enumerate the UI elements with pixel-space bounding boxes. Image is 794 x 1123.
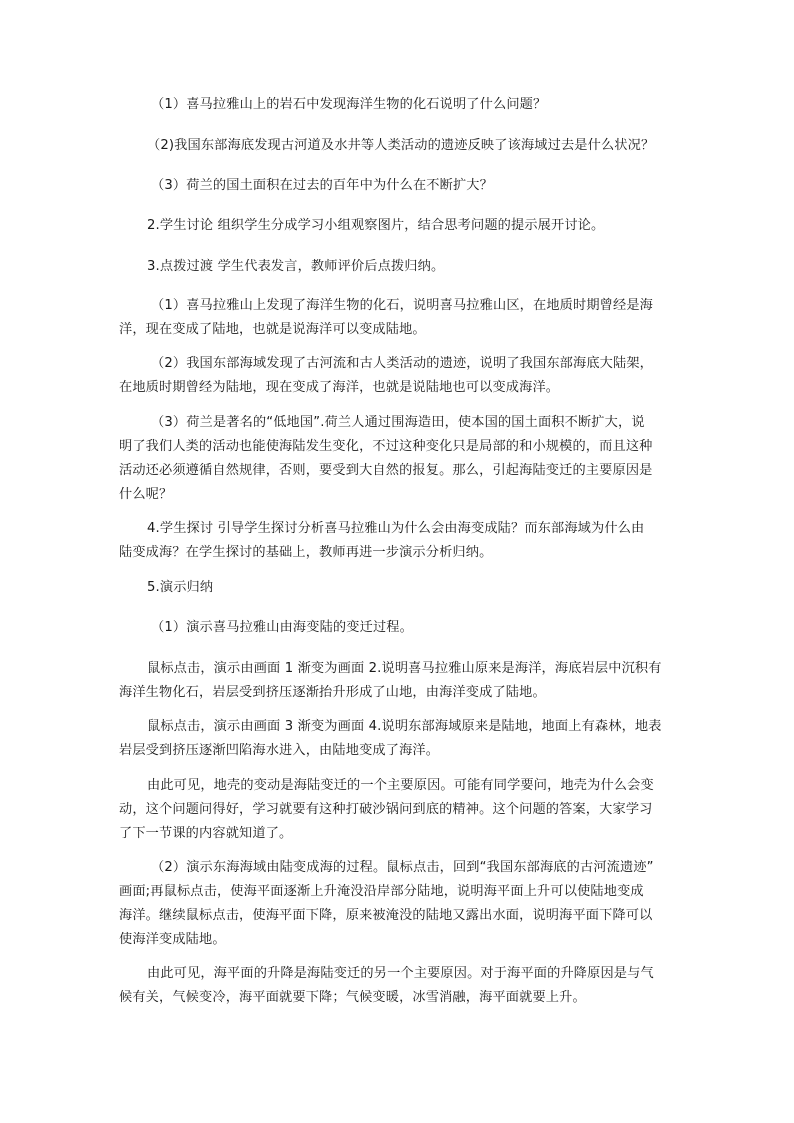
text-line: 洋，现在变成了陆地，也就是说海洋可以变成陆地。 bbox=[119, 322, 426, 337]
text-line: 陆变成海？在学生探讨的基础上，教师再进一步演示分析归纳。 bbox=[119, 545, 493, 560]
text-line: （1）喜马拉雅山上发现了海洋生物的化石，说明喜马拉雅山区，在地质时期曾经是海 bbox=[151, 298, 654, 313]
text-line: 了下一节课的内容就知道了。 bbox=[119, 826, 293, 841]
question-1 bbox=[147, 93, 687, 117]
demo-1-step-a bbox=[119, 657, 687, 705]
text-line: 使海洋变成陆地。 bbox=[119, 932, 226, 947]
text-line: （2）我国东部海域发现了古河流和古人类活动的遗迹，说明了我国东部海底大陆架， bbox=[151, 356, 654, 371]
text-line: （3）荷兰的国土面积在过去的百年中为什么在不断扩大？ bbox=[151, 178, 493, 193]
demo-2 bbox=[119, 856, 687, 952]
text-line: （1）喜马拉雅山上的岩石中发现海洋生物的化石说明了什么问题？ bbox=[151, 97, 547, 112]
conclusion-sea-level bbox=[119, 962, 687, 1010]
text-line: 海洋。继续鼠标点击，使海平面下降，原来被淹没的陆地又露出水面，说明海平面下降可以 bbox=[119, 908, 653, 923]
text-line: （2)我国东部海底发现古河道及水井等人类活动的遗迹反映了该海域过去是什么状况？ bbox=[147, 138, 655, 153]
demo-1-step-b bbox=[119, 715, 687, 763]
text-line: 海洋生物化石，岩层受到挤压逐渐抬升形成了山地，由海洋变成了陆地。 bbox=[119, 685, 546, 700]
question-3 bbox=[147, 174, 687, 198]
text-line: 2.学生讨论 组织学生分成学习小组观察图片，结合思考问题的提示展开讨论。 bbox=[147, 218, 605, 233]
text-line: 在地质时期曾经为陆地，现在变成了海洋，也就是说陆地也可以变成海洋。 bbox=[119, 380, 560, 395]
question-2 bbox=[147, 134, 687, 158]
conclusion-crust bbox=[119, 774, 687, 846]
step-3-transition bbox=[147, 255, 687, 279]
step-2-discussion bbox=[147, 214, 687, 238]
answer-2 bbox=[119, 352, 687, 400]
step-4-explore bbox=[119, 517, 687, 565]
text-line: 5.演示归纳 bbox=[147, 580, 214, 595]
text-line: 由此可见，海平面的升降是海陆变迁的另一个主要原因。对于海平面的升降原因是与气 bbox=[147, 966, 654, 981]
step-5-demo bbox=[147, 576, 687, 600]
text-line: 鼠标点击，演示由画面 1 渐变为画面 2.说明喜马拉雅山原来是海洋，海底岩层中沉积有 bbox=[147, 661, 662, 676]
text-line: 候有关，气候变冷，海平面就要下降；气候变暖，冰雪消融，海平面就要上升。 bbox=[119, 990, 586, 1005]
text-line: 画面;再鼠标点击，使海平面逐渐上升淹没沿岸部分陆地，说明海平面上升可以使陆地变成 bbox=[119, 884, 644, 899]
text-line: 明了我们人类的活动也能使海陆发生变化，不过这种变化只是局部的和小规模的，而且这种 bbox=[119, 439, 653, 454]
text-line: （3）荷兰是著名的“低地国”.荷兰人通过围海造田，使本国的国土面积不断扩大，说 bbox=[151, 415, 645, 430]
text-line: 什么呢？ bbox=[119, 487, 173, 502]
text-line: 4.学生探讨 引导学生探讨分析喜马拉雅山为什么会由海变成陆？而东部海域为什么由 bbox=[147, 521, 645, 536]
text-line: 3.点拨过渡 学生代表发言，教师评价后点拨归纳。 bbox=[147, 259, 445, 274]
text-line: 动，这个问题问得好，学习就要有这种打破沙锅问到底的精神。这个问题的答案，大家学习 bbox=[119, 802, 653, 817]
text-line: 活动还必须遵循自然规律，否则，要受到大自然的报复。那么，引起海陆变迁的主要原因是 bbox=[119, 463, 653, 478]
text-line: 由此可见，地壳的变动是海陆变迁的一个主要原因。可能有同学要问，地壳为什么会变 bbox=[147, 778, 654, 793]
demo-1-title bbox=[147, 616, 687, 640]
answer-1 bbox=[119, 294, 687, 342]
text-line: 岩层受到挤压逐渐凹陷海水进入，由陆地变成了海洋。 bbox=[119, 743, 440, 758]
text-line: 鼠标点击，演示由画面 3 渐变为画面 4.说明东部海域原来是陆地，地面上有森林，地表 bbox=[147, 719, 662, 734]
answer-3 bbox=[119, 411, 687, 507]
text-line: （1）演示喜马拉雅山由海变陆的变迁过程。 bbox=[151, 620, 413, 635]
text-line: （2）演示东海海域由陆变成海的过程。鼠标点击，回到“我国东部海底的古河流遗迹” bbox=[151, 860, 654, 875]
